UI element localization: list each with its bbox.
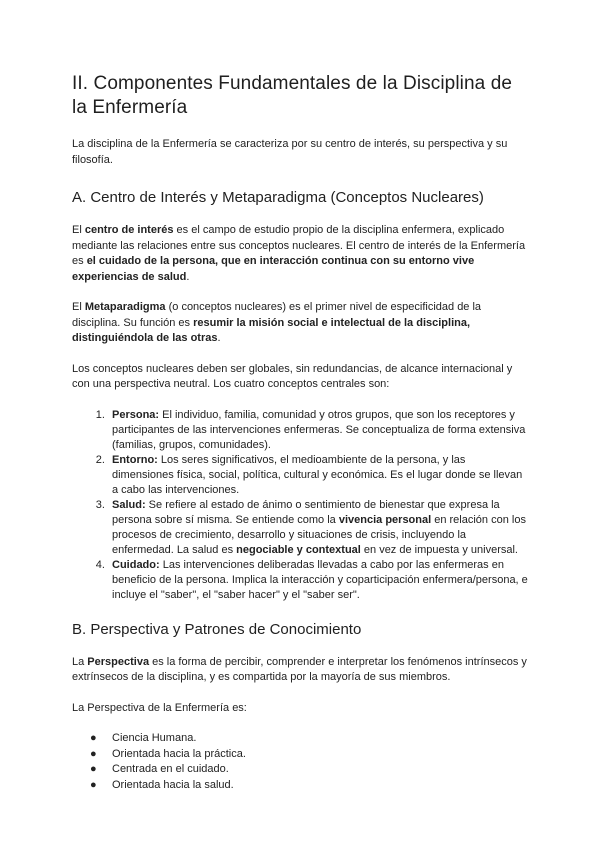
- document-page: [72, 72, 530, 793]
- bold-phrase: resumir la misión social e intelectual de la disciplina, distinguiéndola de las otras: [72, 316, 471, 344]
- bold-term: Metaparadigma: [84, 301, 166, 313]
- list-item: ● Orientada hacia la práctica.: [108, 747, 530, 763]
- bold-term: Perspectiva: [87, 655, 150, 668]
- concept-persona: 1. Persona: El individuo, familia, comunidad y otros grupos, que son los receptores y participantes de las intervenciones enfermeras. Se conceptualiza de forma extensiva (familias, grupos, comunidades).: [108, 408, 530, 453]
- bold-term: centro de interés: [84, 224, 174, 236]
- bullet-icon: ●: [90, 778, 97, 791]
- list-item: ● Orientada hacia la salud.: [108, 778, 530, 794]
- list-item: ● Ciencia Humana.: [108, 731, 530, 747]
- subsection-b-title: B. Perspectiva y Patrones de Conocimiento: [72, 620, 362, 638]
- perspectiva-list-intro: La Perspectiva de la Enfermería es:: [72, 701, 247, 714]
- intro-paragraph: La disciplina de la Enfermería se caracteriza por su centro de interés, su perspectiva y su filosofía.: [72, 138, 508, 166]
- bold-phrase: el cuidado de la persona, que en interacción continua con su entorno vive experiencias de salud: [72, 255, 475, 283]
- subsection-a-title: A. Centro de Interés y Metaparadigma (Conceptos Nucleares): [72, 189, 484, 206]
- section-title: II. Componentes Fundamentales de la Disciplina de la Enfermería: [72, 73, 513, 118]
- list-item: ● Centrada en el cuidado.: [108, 762, 530, 778]
- concept-entorno: 2. Entorno: Los seres significativos, el medioambiente de la persona, y las dimensiones física, social, política, cultural y económica. Es el lugar donde se llevan a cabo las intervenciones.: [108, 453, 530, 498]
- concept-cuidado: 4. Cuidado: Las intervenciones deliberadas llevadas a cabo por las enfermeras en beneficio de la persona. Implica la interacción y coparticipación enfermera/persona, e incluye el "saber", el "saber hacer" y el "saber ser".: [108, 558, 530, 603]
- bullet-icon: ●: [90, 732, 97, 744]
- bullet-icon: ●: [90, 763, 97, 775]
- centro-interes-paragraph: El centro de interés es el campo de estudio propio de la disciplina enfermera, explicado mediante las relaciones entre sus conceptos nucleares. El centro de interés de la Enfermería es el cuidado de la persona, que en interacción continua con su entorno vive experiencias de salud.: [72, 224, 526, 283]
- concept-salud: 3. Salud: Se refiere al estado de ánimo o sentimiento de bienestar que expresa la persona sobre sí misma. Se entiende como la vivencia personal en relación con los procesos de crecimiento, desarrollo y situaciones de crisis, incluyendo la enfermedad. La salud es negociable y contextual en vez de impuesta y universal.: [108, 498, 530, 558]
- metaparadigma-paragraph: El Metaparadigma (o conceptos nucleares) es el primer nivel de especificidad de la disciplina. Su función es resumir la misión social e intelectual de la disciplina, distinguiéndola de las otras.: [72, 301, 482, 344]
- conceptos-intro-paragraph: Los conceptos nucleares deben ser globales, sin redundancias, de alcance internacional y con una perspectiva neutral. Los cuatro conceptos centrales son:: [72, 362, 513, 390]
- concepts-list: [72, 408, 530, 603]
- bullet-icon: ●: [90, 747, 97, 760]
- perspectiva-paragraph: La Perspectiva es la forma de percibir, comprender e interpretar los fenómenos intrínsecos y extrínsecos de la disciplina, y es compartida por la mayoría de sus miembros.: [72, 655, 527, 683]
- perspectiva-list: [72, 731, 530, 793]
